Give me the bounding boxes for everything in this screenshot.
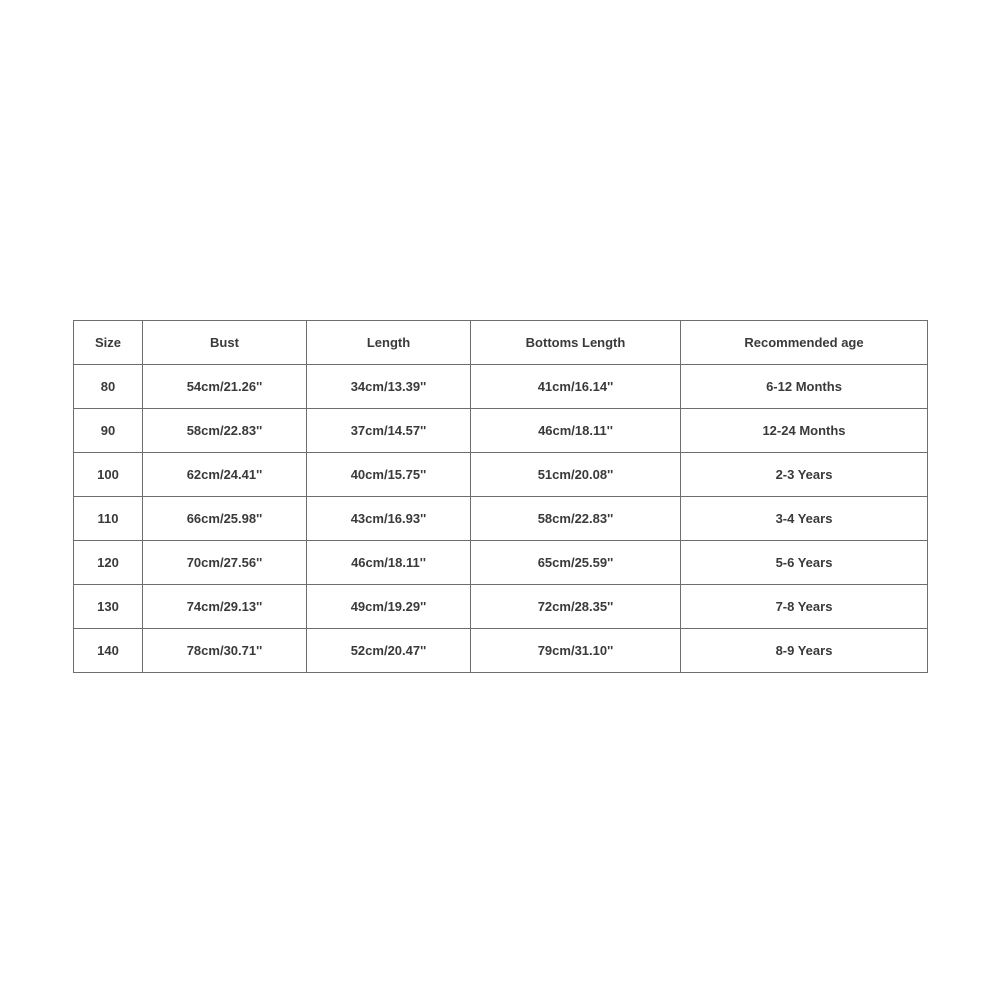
header-bottoms-length: Bottoms Length (471, 321, 681, 365)
cell-bottoms-length: 58cm/22.83'' (471, 497, 681, 541)
table-row (74, 365, 928, 409)
cell-bust: 66cm/25.98'' (143, 497, 307, 541)
cell-recommended-age: 6-12 Months (681, 365, 928, 409)
cell-size: 110 (74, 497, 143, 541)
cell-bust: 70cm/27.56'' (143, 541, 307, 585)
cell-bust: 58cm/22.83'' (143, 409, 307, 453)
cell-size: 120 (74, 541, 143, 585)
cell-bottoms-length: 79cm/31.10'' (471, 629, 681, 673)
table-row (74, 497, 928, 541)
cell-bust: 74cm/29.13'' (143, 585, 307, 629)
cell-recommended-age: 2-3 Years (681, 453, 928, 497)
cell-length: 34cm/13.39'' (307, 365, 471, 409)
cell-length: 46cm/18.11'' (307, 541, 471, 585)
cell-bottoms-length: 51cm/20.08'' (471, 453, 681, 497)
cell-bottoms-length: 46cm/18.11'' (471, 409, 681, 453)
header-bust: Bust (143, 321, 307, 365)
cell-length: 43cm/16.93'' (307, 497, 471, 541)
header-length: Length (307, 321, 471, 365)
table-row (74, 541, 928, 585)
header-row (74, 321, 928, 365)
cell-size: 140 (74, 629, 143, 673)
cell-length: 52cm/20.47'' (307, 629, 471, 673)
cell-recommended-age: 5-6 Years (681, 541, 928, 585)
cell-size: 100 (74, 453, 143, 497)
table-row (74, 453, 928, 497)
cell-recommended-age: 7-8 Years (681, 585, 928, 629)
table-row (74, 409, 928, 453)
cell-recommended-age: 3-4 Years (681, 497, 928, 541)
header-recommended-age: Recommended age (681, 321, 928, 365)
cell-length: 49cm/19.29'' (307, 585, 471, 629)
cell-length: 37cm/14.57'' (307, 409, 471, 453)
cell-bottoms-length: 65cm/25.59'' (471, 541, 681, 585)
table-row (74, 585, 928, 629)
cell-bottoms-length: 41cm/16.14'' (471, 365, 681, 409)
cell-bust: 62cm/24.41'' (143, 453, 307, 497)
cell-recommended-age: 12-24 Months (681, 409, 928, 453)
size-chart-table (73, 320, 928, 673)
table-row (74, 629, 928, 673)
cell-size: 130 (74, 585, 143, 629)
cell-bust: 78cm/30.71'' (143, 629, 307, 673)
cell-recommended-age: 8-9 Years (681, 629, 928, 673)
cell-bust: 54cm/21.26'' (143, 365, 307, 409)
cell-size: 90 (74, 409, 143, 453)
header-size: Size (74, 321, 143, 365)
cell-length: 40cm/15.75'' (307, 453, 471, 497)
cell-bottoms-length: 72cm/28.35'' (471, 585, 681, 629)
cell-size: 80 (74, 365, 143, 409)
